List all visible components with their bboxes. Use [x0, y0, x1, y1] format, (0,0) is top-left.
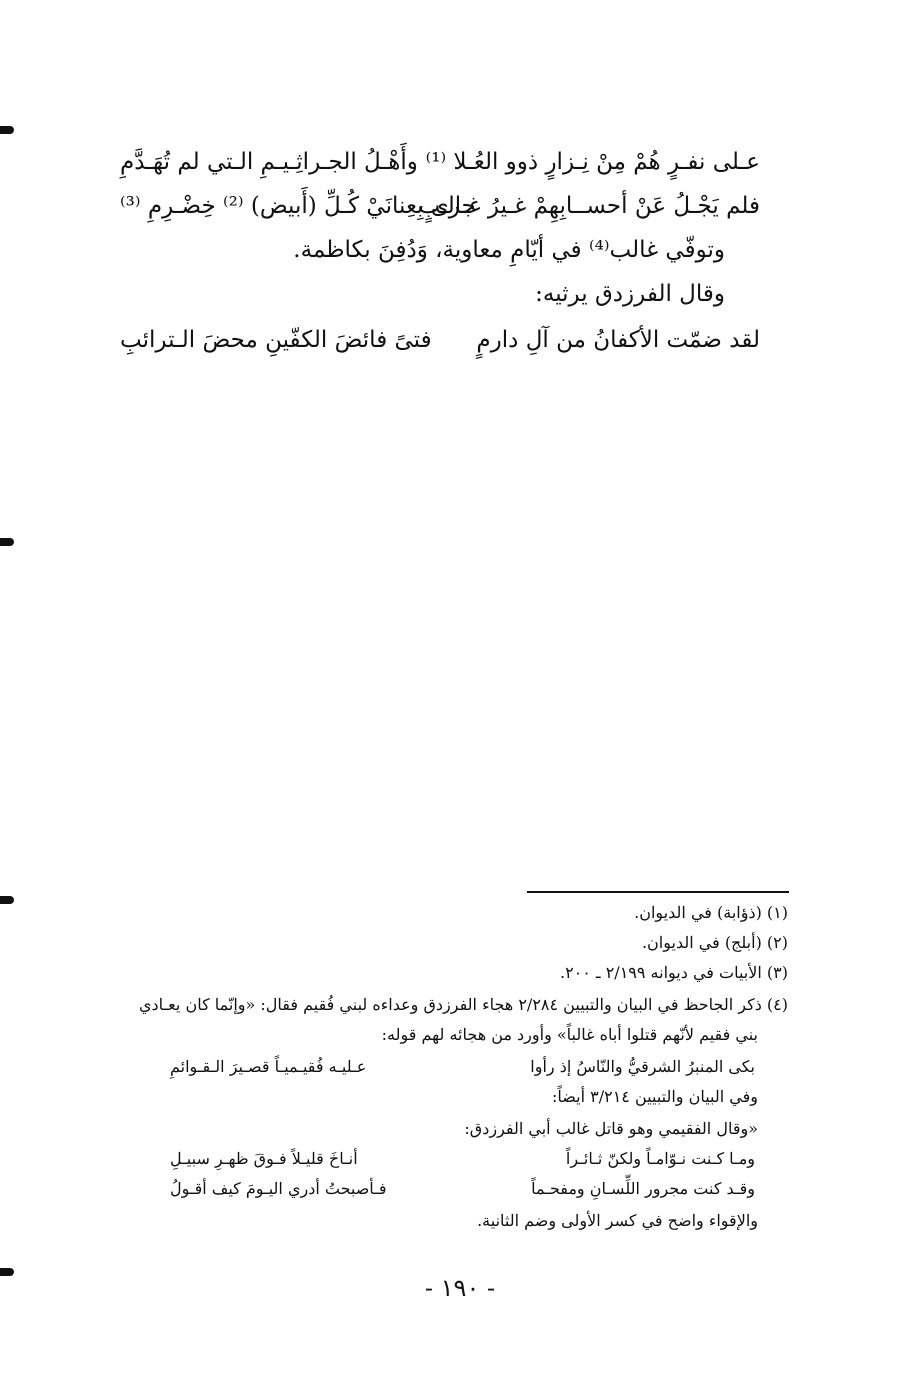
footnote: (١) (ذؤابة) في الديوان. — [634, 903, 788, 922]
footnote-verse — [170, 1174, 755, 1204]
footnote: (٢) (أبلج) في الديوان. — [641, 933, 788, 952]
verse-second-hemistich: فـأصبحتُ أدري اليـومَ كيف أقـولُ — [170, 1179, 387, 1198]
margin-binding-mark — [0, 896, 14, 904]
footnote-separator — [527, 891, 789, 893]
verse-first-hemistich: بكى المنبرُ الشرقيُّ والنّاسُ إذ رأوا — [530, 1057, 755, 1076]
elegy-verse — [120, 318, 760, 362]
prose-paragraph: وقال الفرزدق يرثيه: — [535, 281, 725, 307]
verse-second-hemistich: فتىً فائضَ الكفّينِ محضَ الـترائبِ — [120, 327, 432, 353]
footnote-verse — [170, 1144, 755, 1174]
verse-first-hemistich: وقـد كنت مجرور اللِّسـانِ ومفحـماً — [531, 1179, 755, 1198]
page-number: - ١٩٠ - — [424, 1274, 496, 1302]
verse-second-hemistich: جرى بِعِنانَيْ كُـلِّ (أَبيض) ⁽²⁾ خِضْـرِمِ ⁽³⁾ — [120, 193, 476, 219]
footnote: (٤) ذكر الجاحظ في البيان والتبيين ٢/٢٨٤ هجاء الفرزدق وعداءه لبني فُقيم فقال: «وإنّما كان يعـادي — [138, 995, 788, 1014]
poem-verse — [120, 184, 760, 228]
prose-paragraph: وتوفّي غالب⁽⁴⁾ في أيّامِ معاوية، وَدُفِنَ بكاظمة. — [293, 237, 725, 263]
verse-second-hemistich: أنـاخَ قليـلاً فـوقَ ظهـرِ سبيـلِ — [170, 1149, 358, 1168]
footnote-continuation: وفي البيان والتبيين ٣/٢١٤ أيضاً: — [552, 1087, 758, 1106]
verse-second-hemistich: عـليـه فُقيـميـاً قصـيرَ الـقـوائمِ — [170, 1057, 367, 1076]
footnote-continuation: بني فقيم لأنّهم قتلوا أباه غالباً» وأورد من هجائه لهم قوله: — [381, 1025, 758, 1044]
margin-binding-mark — [0, 538, 14, 546]
verse-second-hemistich: وأَهْـلُ الجـراثِـيـمِ الـتي لم تُهَـدَّمِ — [120, 149, 418, 175]
verse-first-hemistich: عـلى نفـرٍ هُمْ مِنْ نِـزارٍ ذوو العُـلا ⁽¹⁾ — [425, 149, 760, 175]
footnote: (٣) الأبيات في ديوانه ٢/١٩٩ ـ ٢٠٠. — [559, 963, 788, 982]
margin-binding-mark — [0, 1268, 14, 1276]
poem-verse — [120, 140, 760, 184]
verse-first-hemistich: فلم يَجْـلُ عَنْ أحســابِهِمْ غـيرُ غـالـبٍ — [418, 193, 760, 219]
verse-first-hemistich: لقد ضمّت الأكفانُ من آلِ دارمٍ — [476, 327, 760, 353]
footnote-continuation: والإقواء واضح في كسر الأولى وضم الثانية. — [477, 1211, 758, 1230]
footnote-continuation: «وقال الفقيمي وهو قاتل غالب أبي الفرزدق: — [464, 1119, 758, 1138]
footnote-verse — [170, 1052, 755, 1082]
verse-first-hemistich: ومـا كـنت نـوّامـاً ولكنّ ثـائـراً — [565, 1149, 755, 1168]
margin-binding-mark — [0, 126, 14, 134]
